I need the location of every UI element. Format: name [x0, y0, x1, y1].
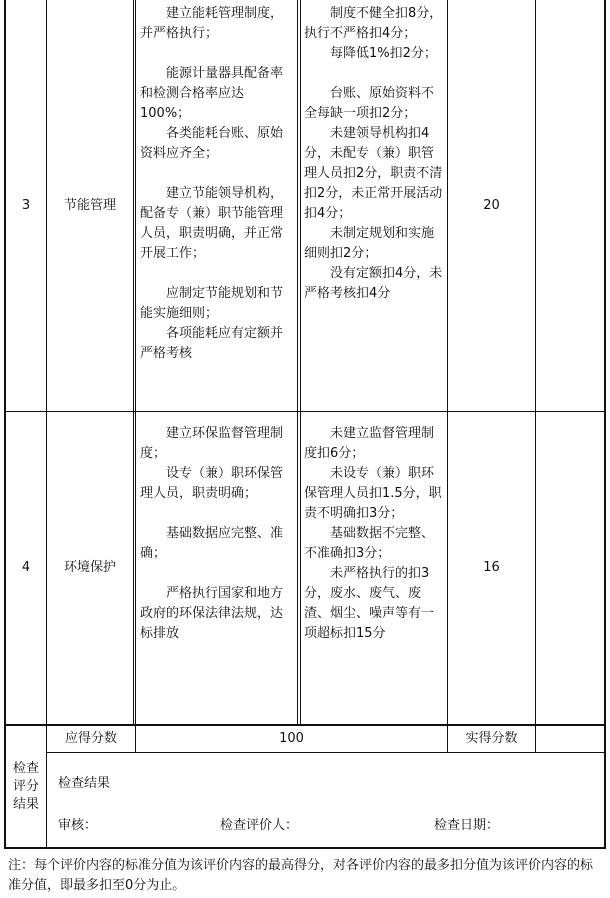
- criteria-item: 制度不健全扣8分，执行不严格扣4分；: [304, 6, 443, 41]
- criteria-item: 未建立监督管理制度扣6分；: [304, 426, 435, 461]
- criteria-cell: [304, 4, 444, 304]
- audit-label: 审核：: [58, 818, 98, 833]
- actual-score-label: 实得分数: [465, 731, 518, 746]
- content-cell: [140, 4, 294, 364]
- due-score-value: 100: [279, 731, 304, 746]
- standard-score: 16: [483, 560, 500, 575]
- standard-score: 20: [483, 197, 500, 213]
- row-divider-score: [46, 752, 606, 753]
- col-divider-6: [535, 0, 536, 752]
- row-number: 4: [21, 560, 31, 575]
- criteria-item: 未设专（兼）职环保管理人员扣1.5分，职责不明确扣3分；: [304, 466, 442, 521]
- due-score-label: 应得分数: [64, 731, 117, 746]
- criteria-item: 每降低1%扣2分；: [330, 46, 437, 61]
- footnote: 注：每个评价内容的标准分值为该评价内容的最高得分，对各评价内容的最多扣分值为该评价内容的标准分值，即最多扣至0分为止。: [8, 858, 594, 893]
- summary-label: [6, 726, 46, 847]
- criteria-item: 未制定规划和实施细则扣2分；: [304, 226, 435, 261]
- row-number: 3: [21, 197, 31, 213]
- criteria-item: 未建领导机构扣4分，未配专（兼）职管理人员扣2分，职责不清扣2分，未正常开展活动扣4分；: [304, 126, 443, 221]
- col-divider-2: [133, 0, 134, 725]
- content-item: 建立节能领导机构，配备专（兼）职节能管理人员，职责明确，并正常开展工作；: [140, 186, 284, 261]
- row-item-name: 环境保护: [63, 560, 116, 575]
- content-item: 各项能耗应有定额并严格考核: [140, 326, 284, 361]
- content-item: 建立能耗管理制度，并严格执行；: [140, 6, 284, 41]
- content-item: 各类能耗台账、原始资料应齐全；: [140, 126, 284, 161]
- check-date-label: 检查日期：: [434, 818, 500, 833]
- content-item: 基础数据应完整、准确；: [140, 526, 284, 561]
- content-cell: [140, 424, 294, 644]
- col-divider-4b: [300, 0, 301, 725]
- content-item: 严格执行国家和地方政府的环保法律法规，达标排放: [140, 586, 284, 641]
- row-item-name: 节能管理: [63, 197, 116, 213]
- criteria-item: 台账、原始资料不全每缺一项扣2分；: [304, 86, 435, 121]
- col-divider-4a: [297, 0, 298, 725]
- criteria-item: 没有定额扣4分，未严格考核扣4分: [304, 266, 443, 301]
- table-border-bottom: [4, 847, 606, 849]
- criteria-item: 未严格执行的扣3分，废水、废气、废渣、烟尘、噪声等有一项超标扣15分: [304, 566, 435, 641]
- check-result-label: 检查结果: [58, 776, 111, 791]
- content-item: 建立环保监督管理制度；: [140, 426, 284, 461]
- content-item: 应制定节能规划和节能实施细则；: [140, 286, 284, 321]
- criteria-cell: [304, 424, 444, 644]
- col-divider-3a: [135, 0, 136, 752]
- content-item: 能源计量器具配备率和检测合格率应达100%；: [140, 66, 284, 121]
- content-item: 设专（兼）职环保管理人员，职责明确；: [140, 466, 284, 501]
- table-border-right: [604, 0, 606, 848]
- criteria-item: 基础数据不完整、不准确扣3分；: [304, 526, 435, 561]
- summary-label-text: 检查评分结果: [12, 760, 39, 812]
- evaluator-label: 检查评价人：: [220, 818, 299, 833]
- actual-score-value[interactable]: [536, 726, 604, 752]
